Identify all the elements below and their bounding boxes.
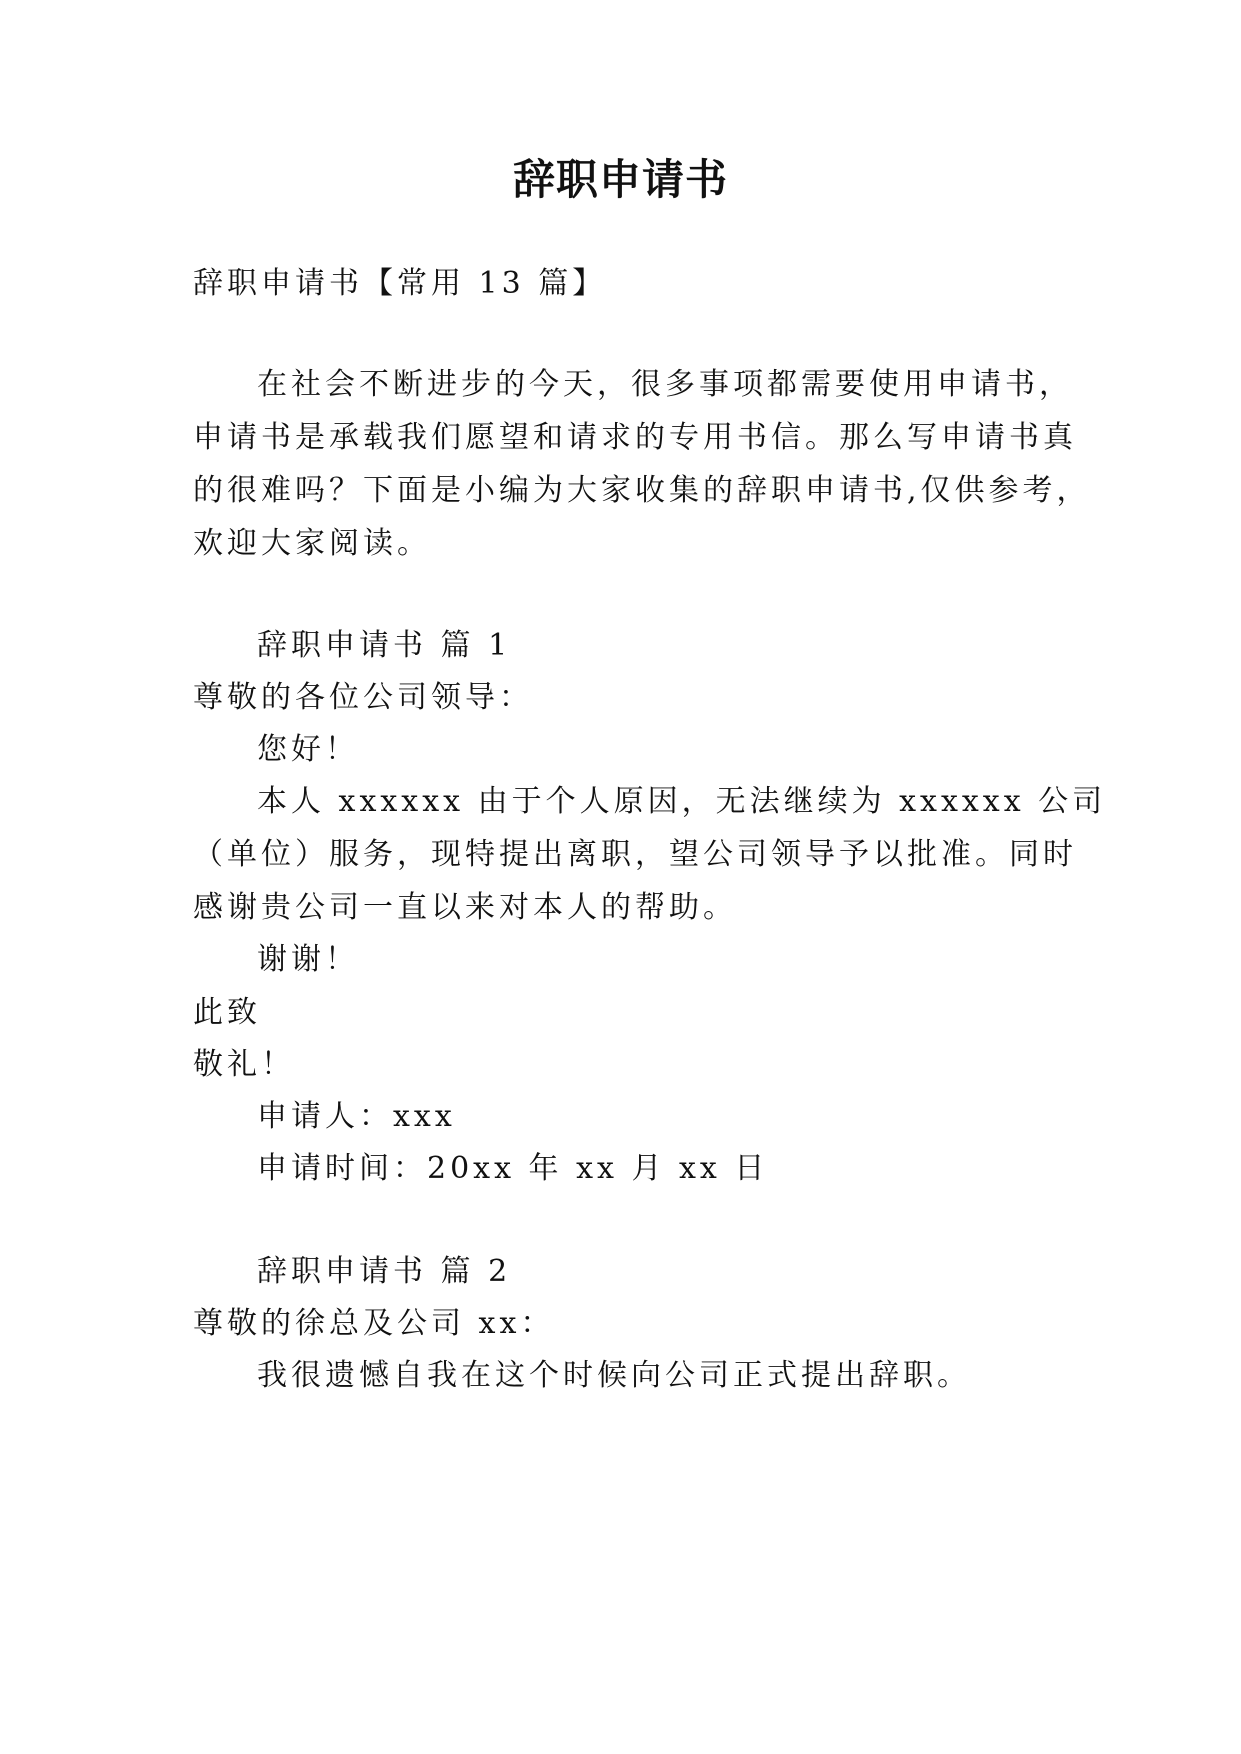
letter2-salutation: 尊敬的徐总及公司 xx： [193, 1306, 555, 1341]
letter1-body-line: 本人 xxxxxx 由于个人原因，无法继续为 xxxxxx 公司 [257, 784, 1107, 819]
intro-line: 的很难吗？下面是小编为大家收集的辞职申请书,仅供参考， [193, 473, 1091, 508]
letter1-closing: 敬礼！ [193, 1047, 295, 1082]
document-title: 辞职申请书 [512, 155, 728, 204]
intro-line: 在社会不断进步的今天，很多事项都需要使用申请书， [257, 367, 1073, 402]
letter1-salutation: 尊敬的各位公司领导： [193, 680, 533, 715]
letter1-date: 申请时间：20xx 年 xx 月 xx 日 [257, 1151, 769, 1186]
letter1-body-line: （单位）服务，现特提出离职，望公司领导予以批准。同时 [193, 837, 1077, 872]
letter1-body-line: 感谢贵公司一直以来对本人的帮助。 [193, 890, 737, 925]
intro-line: 申请书是承载我们愿望和请求的专用书信。那么写申请书真 [193, 420, 1077, 455]
intro-line: 欢迎大家阅读。 [193, 526, 431, 561]
document-subtitle: 辞职申请书【常用 13 篇】 [193, 266, 607, 301]
letter2-heading: 辞职申请书 篇 2 [257, 1254, 512, 1289]
letter1-closing: 此致 [193, 995, 261, 1030]
letter1-applicant: 申请人：xxx [257, 1099, 456, 1134]
letter2-body-line: 我很遗憾自我在这个时候向公司正式提出辞职。 [257, 1358, 971, 1393]
letter1-thanks: 谢谢！ [257, 942, 359, 977]
letter1-greeting: 您好！ [257, 732, 359, 767]
letter1-heading: 辞职申请书 篇 1 [257, 628, 512, 663]
